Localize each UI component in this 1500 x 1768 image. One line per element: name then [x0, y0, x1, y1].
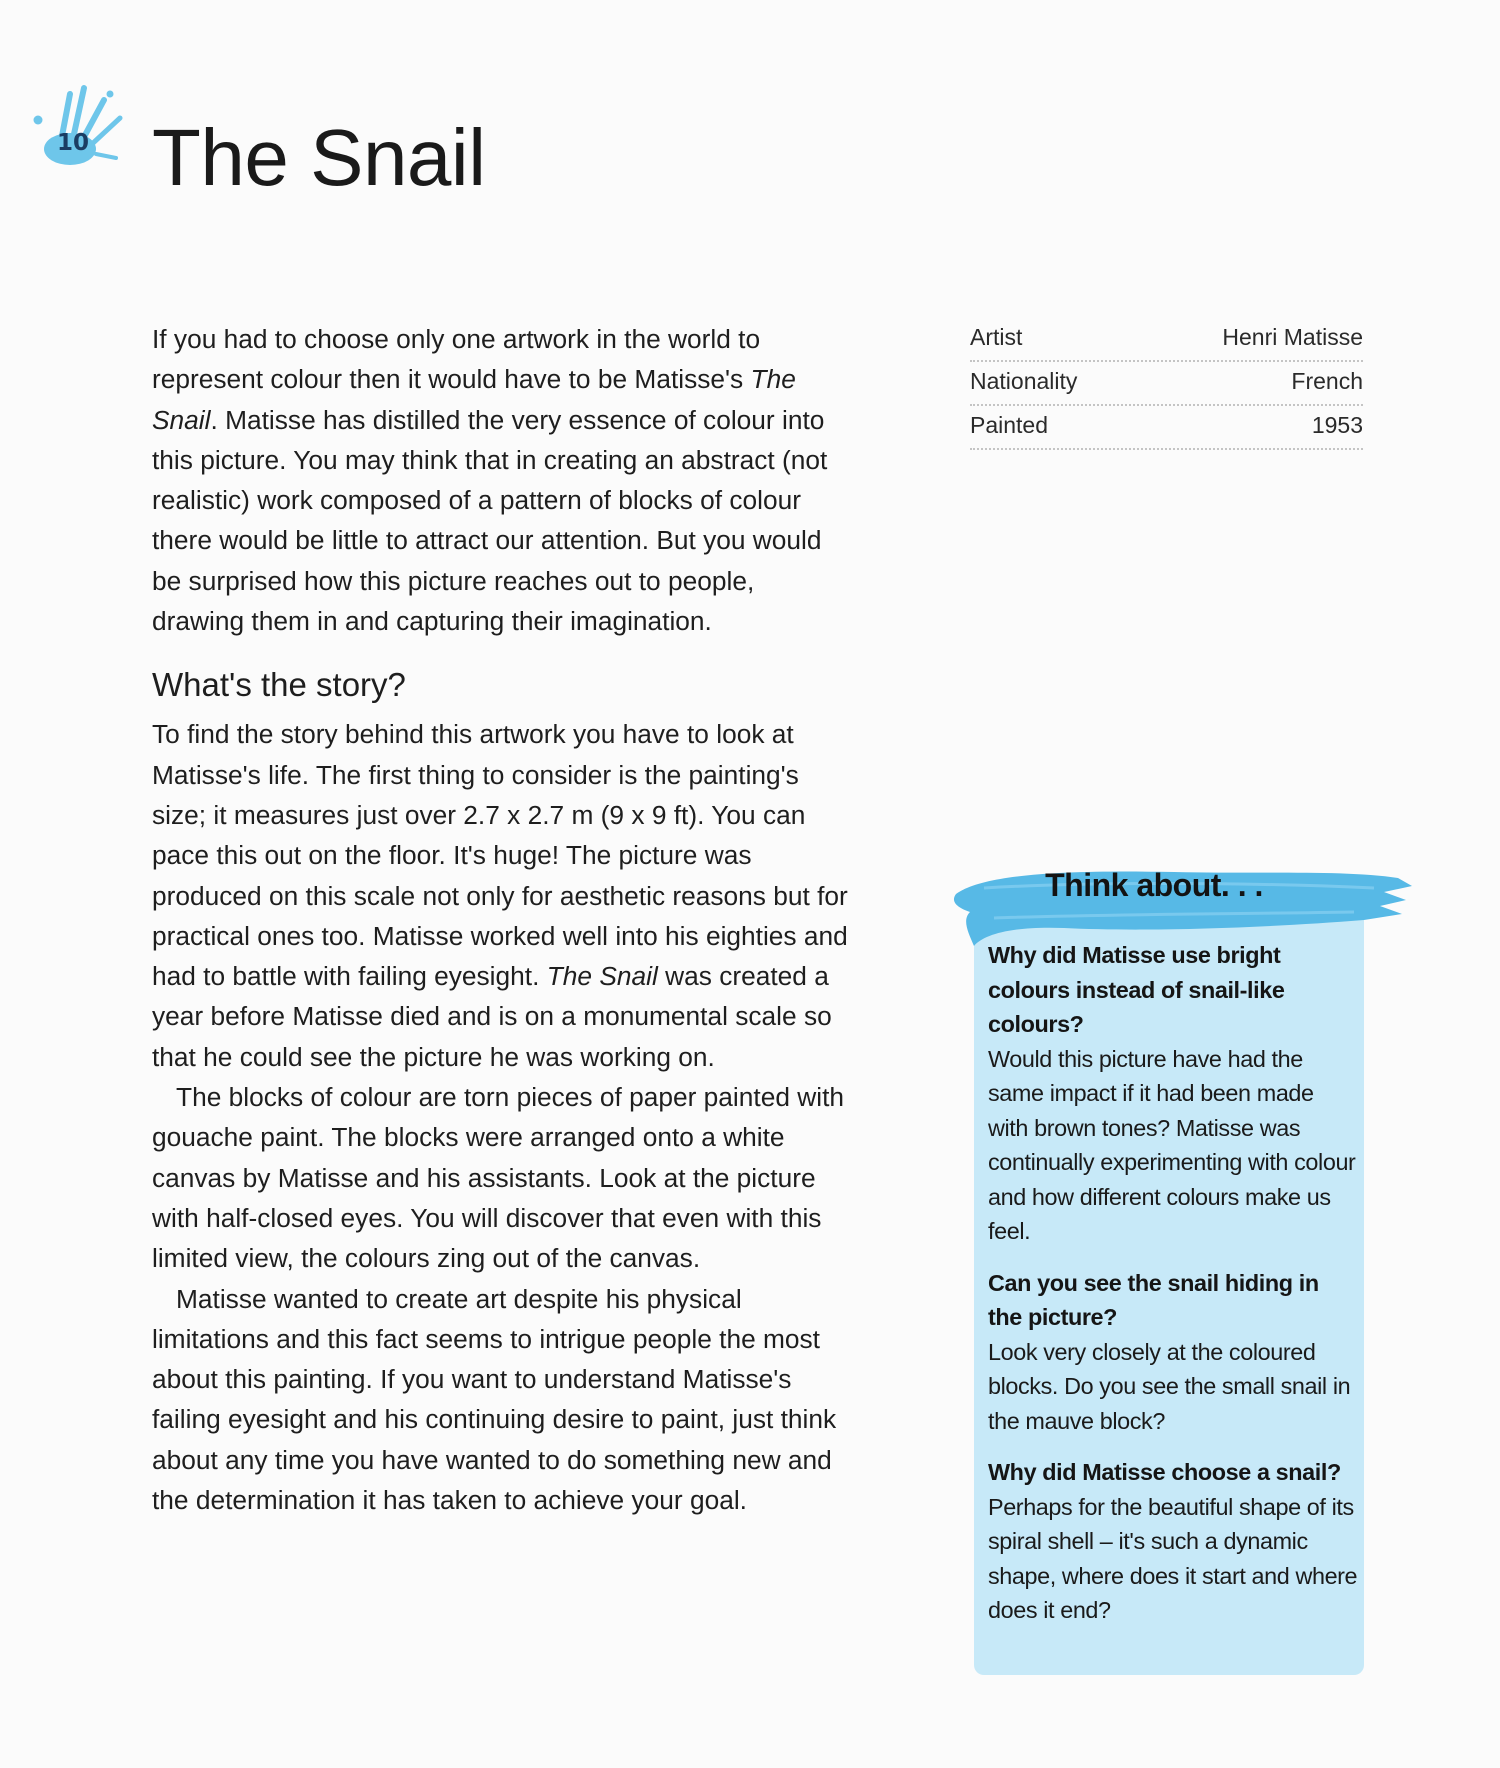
page-number-badge: [24, 74, 134, 174]
story-paragraph-2: The blocks of colour are torn pieces of paper painted with gouache paint. The blocks were arranged onto a white canvas by Matisse and his assistants. Look at the picture with half-closed eyes. You will discover that even with this limited view, the colours zing out of the canvas.: [152, 1082, 845, 1274]
artwork-info-table: [970, 318, 1363, 450]
think-item: [988, 938, 1358, 1249]
info-value: 1953: [1311, 412, 1363, 438]
think-question: Why did Matisse choose a snail?: [988, 1459, 1341, 1485]
info-value: Henri Matisse: [1222, 324, 1363, 350]
think-question: Can you see the snail hiding in the picture?: [988, 1269, 1319, 1330]
story-paragraph-3: Matisse wanted to create art despite his physical limitations and this fact seems to intrigue people the most about this painting. If you want to understand Matisse's failing eyesight and his continuing desire to paint, just think about any time you have wanted to do something new and the determination it has taken to achieve your goal.: [152, 1283, 837, 1516]
intro-text-start: If you had to choose only one artwork in the world to represent colour then it would have to be Matisse's: [152, 324, 761, 395]
story-paragraph-1: [152, 714, 852, 1077]
story-p1-artwork-title: The Snail: [546, 961, 658, 992]
intro-text-end: . Matisse has distilled the very essence of colour into this picture. You may think that in creating an abstract (not realistic) work composed of a pattern of blocks of colour there would be little to attract our attention. But you would be surprised how this picture reaches out to people, drawing them in and capturing their imagination.: [152, 404, 828, 637]
think-answer: Look very closely at the coloured blocks. Do you see the small snail in the mauve block?: [988, 1338, 1351, 1434]
think-item: [988, 1455, 1358, 1628]
main-text-column: [152, 319, 852, 1520]
page-number: 10: [56, 130, 89, 156]
think-answer: Perhaps for the beautiful shape of its spiral shell – it's such a dynamic shape, where does it start and where does it end?: [988, 1493, 1358, 1623]
intro-artwork-title: The Snail: [152, 364, 796, 435]
info-value: French: [1291, 368, 1363, 394]
think-item: [988, 1266, 1358, 1439]
info-label: Artist: [970, 324, 1023, 350]
info-label: Painted: [970, 412, 1049, 438]
think-answer: Would this picture have had the same impact if it had been made with brown tones? Matisse was continually experimenting with colour and how different colours make us feel.: [988, 1045, 1356, 1244]
info-label: Nationality: [970, 368, 1078, 394]
story-p1-start: To find the story behind this artwork you have to look at Matisse's life. The first thing to consider is the painting's size; it measures just over 2.7 x 2.7 m (9 x 9 ft). You can pace this out on the floor. It's huge! The picture was produced on this scale not only for aesthetic reasons but for practical ones too. Matisse worked well into his eighties and had to battle with failing eyesight.: [152, 719, 848, 992]
story-p1-end: was created a year before Matisse died and is on a monumental scale so that he could see the picture he was working on.: [152, 961, 832, 1072]
handprint-icon: [24, 74, 134, 174]
think-question: Why did Matisse use bright colours instead of snail-like colours?: [988, 942, 1285, 1037]
info-row-painted: [970, 406, 1363, 450]
think-about-title: Think about. . .: [1045, 867, 1263, 903]
section-heading-story: What's the story?: [152, 666, 406, 704]
page-title: The Snail: [152, 113, 486, 202]
info-row-artist: [970, 318, 1363, 362]
intro-paragraph: [152, 319, 852, 641]
think-about-content: [988, 938, 1358, 1645]
info-row-nationality: [970, 362, 1363, 406]
